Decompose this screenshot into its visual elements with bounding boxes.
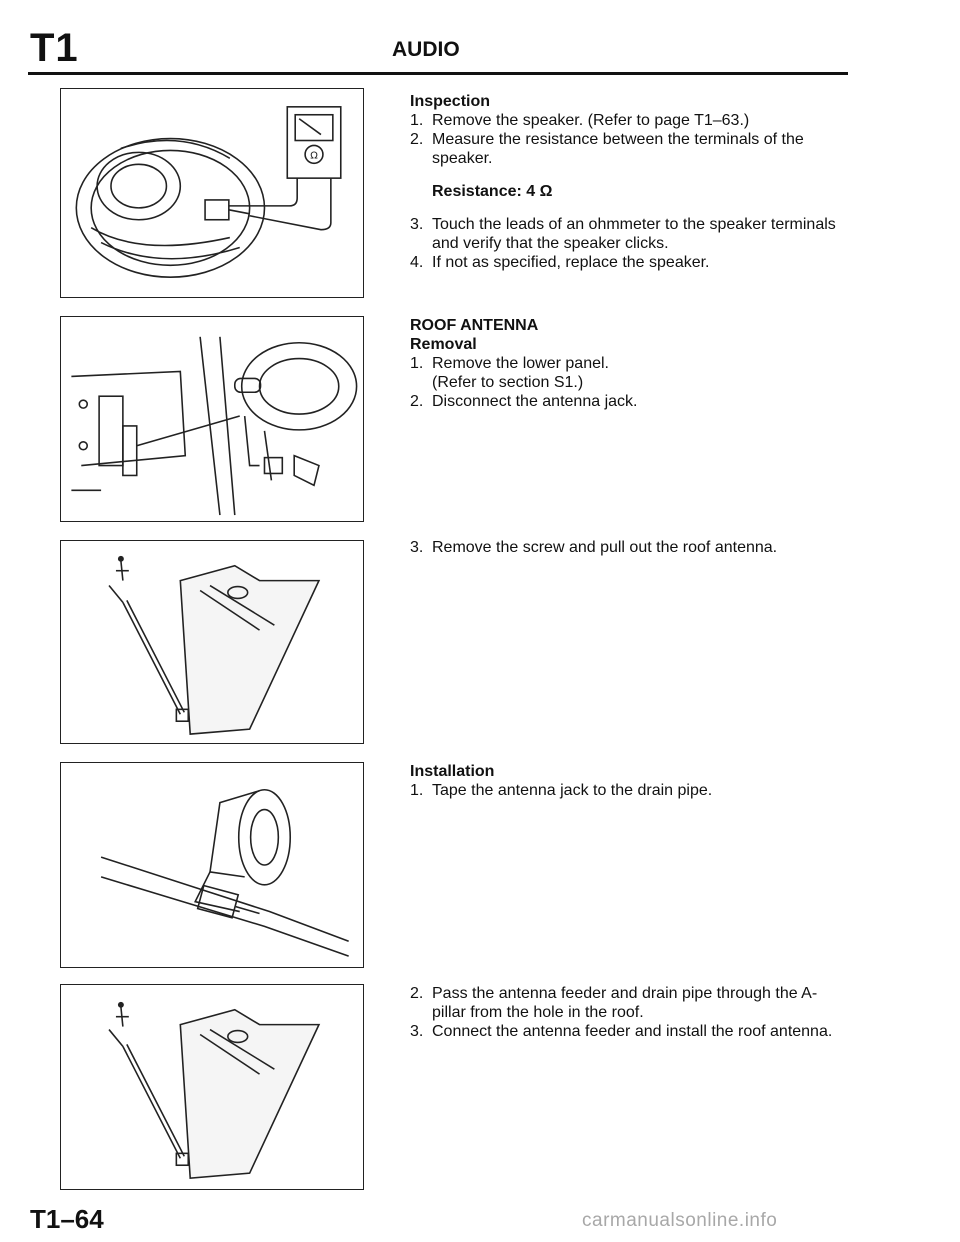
step-number: 2. [410,131,424,148]
step-text: Connect the antenna feeder and install the roof antenna. [432,1023,833,1040]
step-number: 1. [410,355,424,372]
removal-step [410,354,850,373]
installation-heading: Installation [410,763,495,780]
roof-antenna-section [410,316,850,411]
svg-text:Ω: Ω [310,150,318,162]
inspection-step [410,130,850,168]
roof-antenna-install-figure [60,984,364,1190]
step-number: 3. [410,1023,424,1040]
installation-section [410,762,850,800]
inspection-step [410,215,850,253]
step-text: Remove the lower panel. [432,355,609,372]
lower-panel-figure [60,316,364,522]
watermark: carmanualsonline.info [582,1210,778,1231]
step-number: 1. [410,112,424,129]
inspection-heading: Inspection [410,93,491,110]
installation-step [410,984,850,1022]
removal-step-3 [410,538,850,557]
roof-antenna-heading: ROOF ANTENNA [410,317,539,334]
antenna-jack-tape-figure [60,762,364,968]
step-text: Measure the resistance between the terminals of the speaker. [432,131,804,167]
step-number: 3. [410,539,424,556]
inspection-step [410,111,850,130]
roof-antenna-removal-figure [60,540,364,744]
roof-antenna-install-illustration [61,985,363,1189]
step-number: 2. [410,393,424,410]
step-text: Touch the leads of an ohmmeter to the speaker terminals and verify that the speaker clicks. [432,216,836,252]
installation-steps-continued [410,984,850,1041]
step-text: Disconnect the antenna jack. [432,393,638,410]
page-number: T1–64 [30,1204,104,1234]
resistance-spec: Resistance: 4 Ω [432,183,553,200]
step-number: 3. [410,216,424,233]
speaker-ohmmeter-illustration [61,89,363,297]
removal-subheading: Removal [410,336,477,353]
step-number [410,373,432,392]
lower-panel-illustration [61,317,363,521]
step-number: 4. [410,254,424,271]
section-title: AUDIO [392,38,460,61]
installation-step [410,781,850,800]
step-text: Remove the screw and pull out the roof antenna. [432,539,778,556]
step-number: 1. [410,782,424,799]
step-text: Remove the speaker. (Refer to page T1–63.) [432,112,750,129]
step-text: Pass the antenna feeder and drain pipe through the A-pillar from the hole in the roof. [432,985,818,1021]
section-code: T1 [30,26,79,70]
removal-step [410,373,850,392]
header-rule [28,72,848,75]
antenna-jack-tape-illustration [61,763,363,967]
removal-step [410,538,850,557]
installation-step [410,1022,850,1041]
inspection-step [410,253,850,272]
removal-step [410,392,850,411]
step-text: If not as specified, replace the speaker. [432,254,710,271]
speaker-ohmmeter-figure [60,88,364,298]
inspection-section [410,92,850,272]
roof-antenna-removal-illustration [61,541,363,743]
step-number: 2. [410,985,424,1002]
step-text: (Refer to section S1.) [432,374,584,391]
step-text: Tape the antenna jack to the drain pipe. [432,782,713,799]
